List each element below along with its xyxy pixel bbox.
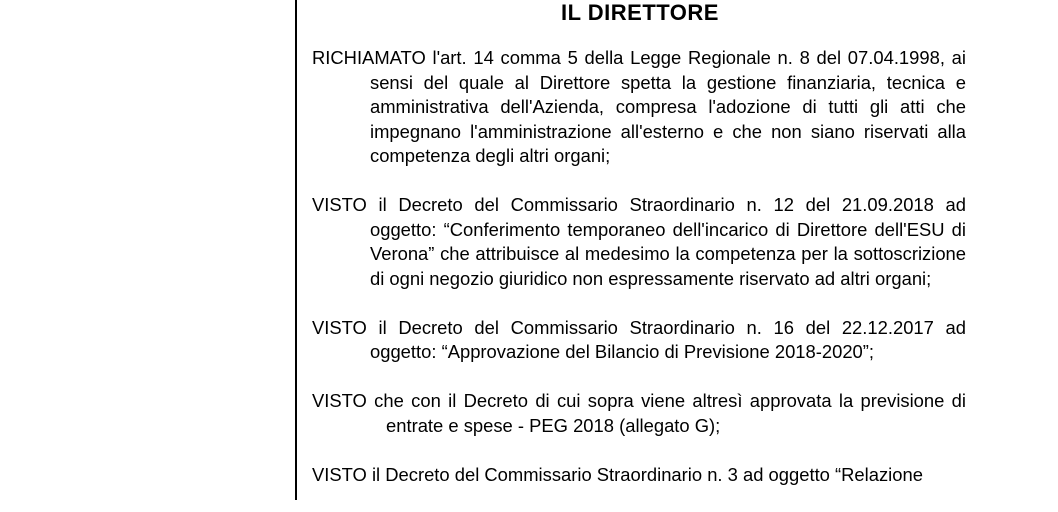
paragraph-visto-decreto-12: VISTO il Decreto del Commissario Straordinario n. 12 del 21.09.2018 ad oggetto: “Conferimento temporaneo dell'incarico di Direttore dell'ESU di Verona” che attribuisce al medesimo la competenza per la sottoscrizione di ogni negozio giuridico non espressamente riservato ad altri organi; — [312, 194, 966, 289]
paragraph-visto-decreto-3: VISTO il Decreto del Commissario Straordinario n. 3 ad oggetto “Relazione — [312, 463, 923, 485]
document-title: IL DIRETTORE — [561, 0, 719, 25]
paragraph-visto-peg: VISTO che con il Decreto di cui sopra viene altresì approvata la previsione di entrate e spese - PEG 2018 (allegato G); — [312, 390, 966, 436]
paragraph-visto-decreto-16: VISTO il Decreto del Commissario Straordinario n. 16 del 22.12.2017 ad oggetto: “Approvazione del Bilancio di Previsione 2018-2020”; — [312, 316, 966, 362]
document-body — [312, 46, 966, 512]
paragraph-richiamato: RICHIAMATO l'art. 14 comma 5 della Legge Regionale n. 8 del 07.04.1998, ai sensi del quale al Direttore spetta la gestione finanziaria, tecnica e amministrativa dell'Azienda, compresa l'adozione di tutti gli atti che impegnano l'amministrazione all'esterno e che non siano riservati alla competenza degli altri organi; — [312, 47, 966, 166]
margin-rule — [295, 0, 297, 500]
